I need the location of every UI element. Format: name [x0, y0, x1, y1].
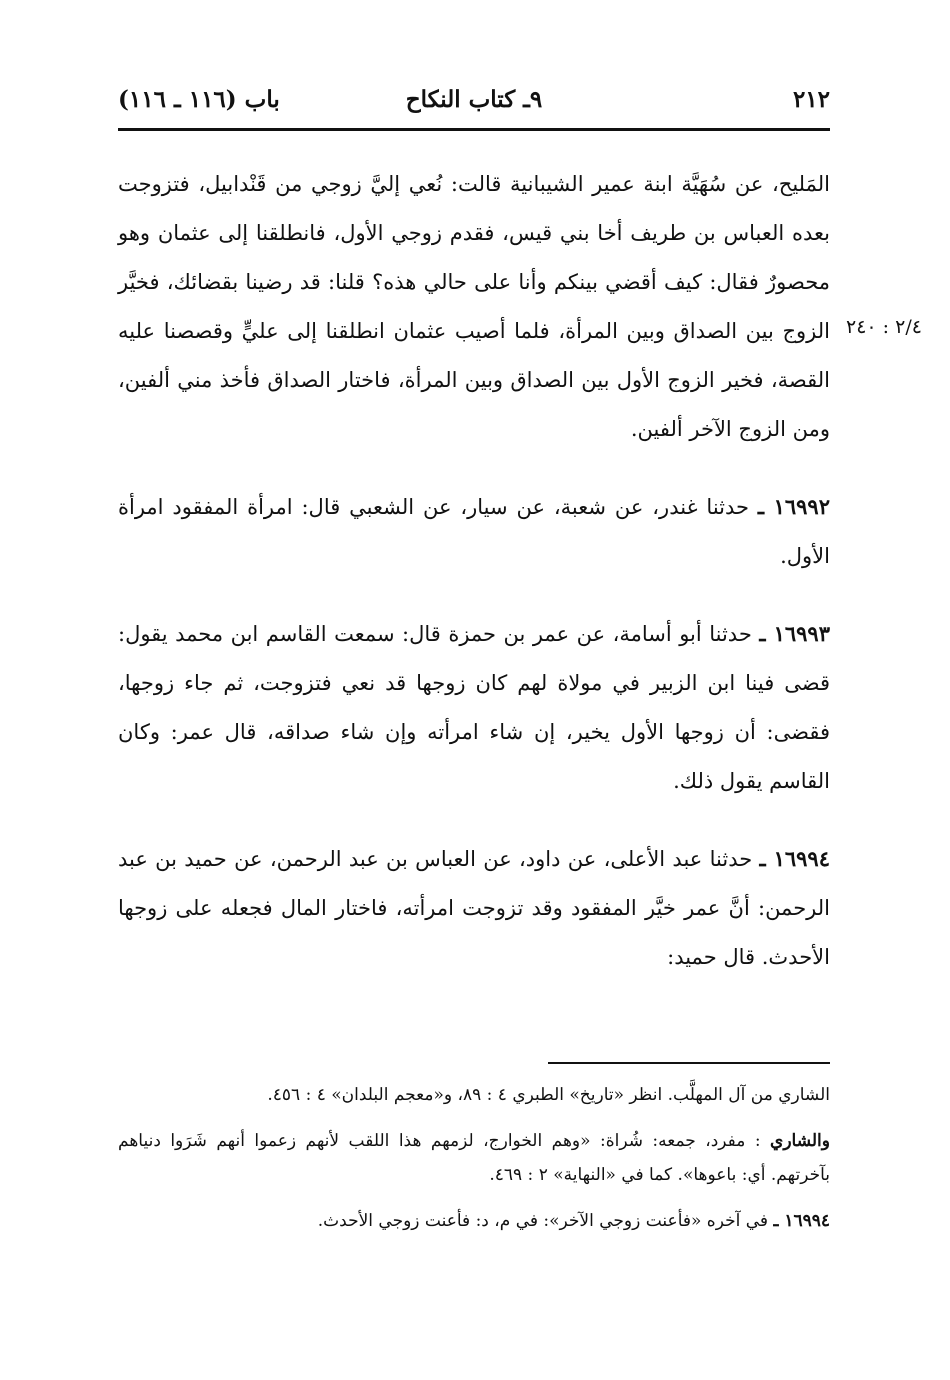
page-header [118, 80, 830, 126]
footnote-text: الشاري من آل المهلَّب. انظر «تاريخ» الطبري ٤ : ٨٩، و«معجم البلدان» ٤ : ٤٥٦. [267, 1085, 830, 1105]
hadith-paragraph [118, 834, 830, 982]
hadith-number: ١٦٩٩٣ ـ [759, 621, 830, 646]
footnote [118, 1204, 830, 1238]
paragraph-text: المَليح، عن سُهَيَّة ابنة عمير الشيبانية قالت: نُعي إليَّ زوجي من قَنْدابيل، فتزوجت بعده العباس بن طريف أخا بني قيس، فقدم زوجي الأول، فانطلقنا إلى عثمان وهو محصورٌ فقال: كيف أقضي بينكم وأنا على حالي هذه؟ قلنا: قد رضينا بقضائك، فخيَّر الزوج بين الصداق وبين المرأة، فلما أصيب عثمان انطلقنا إلى عليٍّ وقصصنا عليه القصة، فخير الزوج الأول بين الصداق وبين المرأة، فاختار الصداق فأخذ مني ألفين، ومن الزوج الآخر ألفين. [118, 172, 830, 441]
footnote-text: في آخره «فأعنت زوجي الآخر»: في م، د: فأعنت زوجي الأحدث. [317, 1211, 769, 1231]
margin-reference: ٢/٤ : ٢٤٠ [846, 316, 922, 338]
hadith-number: ١٦٩٩٤ ـ [759, 846, 830, 871]
header-divider [118, 128, 830, 131]
footnote-lead: ١٦٩٩٤ ـ [773, 1211, 830, 1231]
footnote-divider [548, 1062, 830, 1064]
page-number: ٢١٢ [792, 86, 830, 113]
paragraph-text: حدثنا غندر، عن شعبة، عن سيار، عن الشعبي قال: امرأة المفقود امرأة الأول. [118, 495, 830, 568]
chapter-range: باب (١١٦ ـ ١١٦) [118, 86, 280, 113]
paragraph-continuation [118, 160, 830, 454]
footnote-text: : مفرد، جمعه: شُراة: «وهم الخوارج، لزمهم هذا اللقب لأنهم زعموا أنهم شَرَوا دنياهم بآخرتهم. أي: باعوها». كما في «النهاية» ٢ : ٤٦٩. [118, 1131, 830, 1185]
footnote [118, 1124, 830, 1192]
hadith-number: ١٦٩٩٢ ـ [757, 494, 830, 519]
hadith-paragraph [118, 609, 830, 806]
hadith-paragraph [118, 482, 830, 581]
book-title: ٩ـ كتاب النكاح [405, 86, 543, 113]
main-text [118, 160, 830, 982]
paragraph-text: حدثنا عبد الأعلى، عن داود، عن العباس بن عبد الرحمن، عن حميد بن عبد الرحمن: أنَّ عمر خيَّر المفقود وقد تزوجت امرأته، فاختار المال فجعله على زوجها الأحدث. قال حميد: [118, 847, 830, 969]
footnotes [118, 1078, 830, 1250]
footnote-lead: والشاري [770, 1131, 830, 1151]
paragraph-text: حدثنا أبو أسامة، عن عمر بن حمزة قال: سمعت القاسم ابن محمد يقول: قضى فينا ابن الزبير في مولاة لهم كان زوجها قد نعي فتزوجت، ثم جاء زوجها، فقضى: أن زوجها الأول يخير، إن شاء امرأته وإن شاء صداقه، قال عمر: وكان القاسم يقول ذلك. [118, 622, 830, 793]
footnote [118, 1078, 830, 1112]
